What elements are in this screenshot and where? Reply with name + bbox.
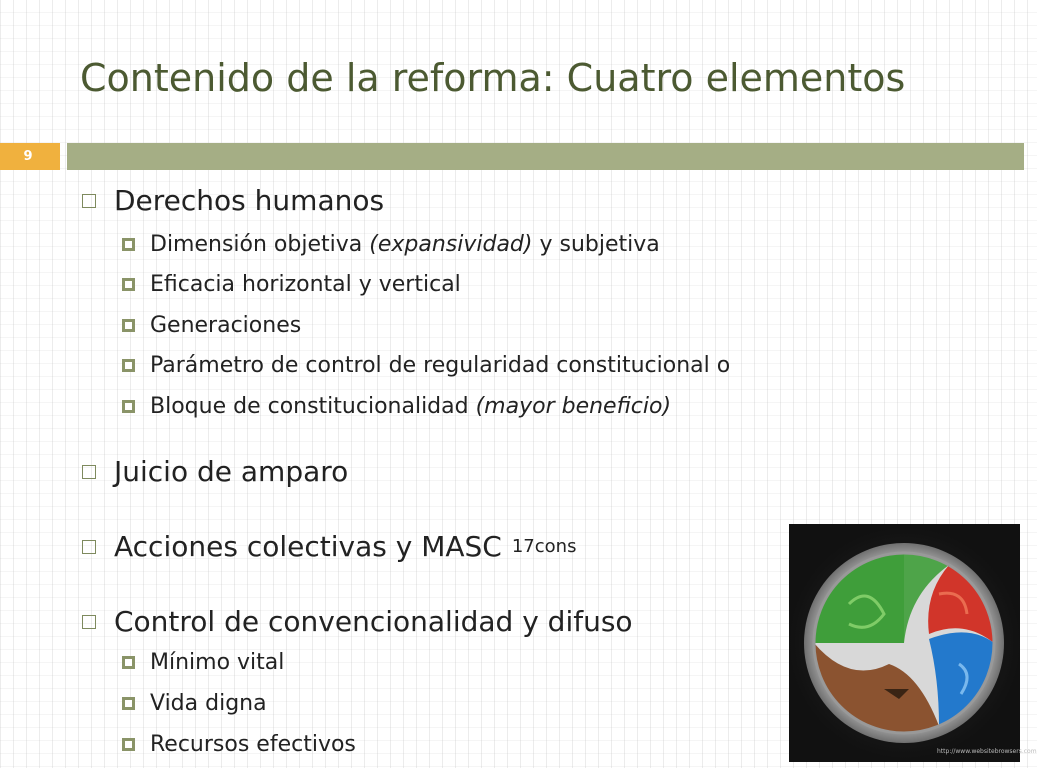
square-sub-bullet-icon (122, 656, 135, 669)
sub-bullet (122, 313, 301, 338)
square-sub-bullet-icon (122, 359, 135, 372)
sub-bullet (122, 394, 671, 419)
square-sub-bullet-icon (122, 238, 135, 251)
square-sub-bullet-icon (122, 278, 135, 291)
sub-bullet-text: Vida digna (150, 691, 267, 716)
sub-bullet-text: Generaciones (150, 313, 302, 338)
sub-bullet-text: Parámetro de control de regularidad constitucional o (150, 353, 731, 378)
bullet-control-convencionalidad (82, 605, 633, 638)
sub-bullet (122, 691, 267, 716)
sub-bullet-text: Dimensión objetiva (expansividad) y subjetiva (150, 232, 660, 257)
bullet-juicio-de-amparo (82, 455, 348, 488)
header-rule (67, 143, 1024, 170)
square-bullet-icon (82, 194, 96, 208)
square-sub-bullet-icon (122, 400, 135, 413)
bullet-label: Acciones colectivas y MASC (114, 530, 502, 563)
bullet-label: Control de convencionalidad y difuso (114, 605, 633, 638)
square-bullet-icon (82, 465, 96, 479)
sub-bullet-text: Mínimo vital (150, 650, 285, 675)
square-bullet-icon (82, 540, 96, 554)
square-sub-bullet-icon (122, 319, 135, 332)
bullet-label: Juicio de amparo (114, 455, 349, 488)
slide-title: Contenido de la reforma: Cuatro elementos (80, 56, 906, 100)
tri-color-circle-emblem-icon (789, 524, 1037, 762)
bullet-note: 17cons (511, 536, 577, 557)
square-bullet-icon (82, 615, 96, 629)
sub-bullet-text: Bloque de constitucionalidad (mayor beneficio) (150, 394, 672, 419)
sub-bullet (122, 353, 730, 378)
sub-bullet-text: Eficacia horizontal y vertical (150, 272, 461, 297)
sub-bullet (122, 232, 660, 257)
bullet-acciones-colectivas (82, 530, 576, 563)
image-watermark: http://www.websitebrowsers.com (937, 748, 1037, 755)
sub-bullet-text: Recursos efectivos (150, 732, 356, 757)
slide-number: 9 (0, 143, 60, 170)
sub-bullet (122, 732, 356, 757)
square-sub-bullet-icon (122, 697, 135, 710)
bullet-derechos-humanos (82, 184, 384, 217)
bullet-label: Derechos humanos (114, 184, 385, 217)
sub-bullet (122, 272, 461, 297)
sub-bullet (122, 650, 284, 675)
square-sub-bullet-icon (122, 738, 135, 751)
